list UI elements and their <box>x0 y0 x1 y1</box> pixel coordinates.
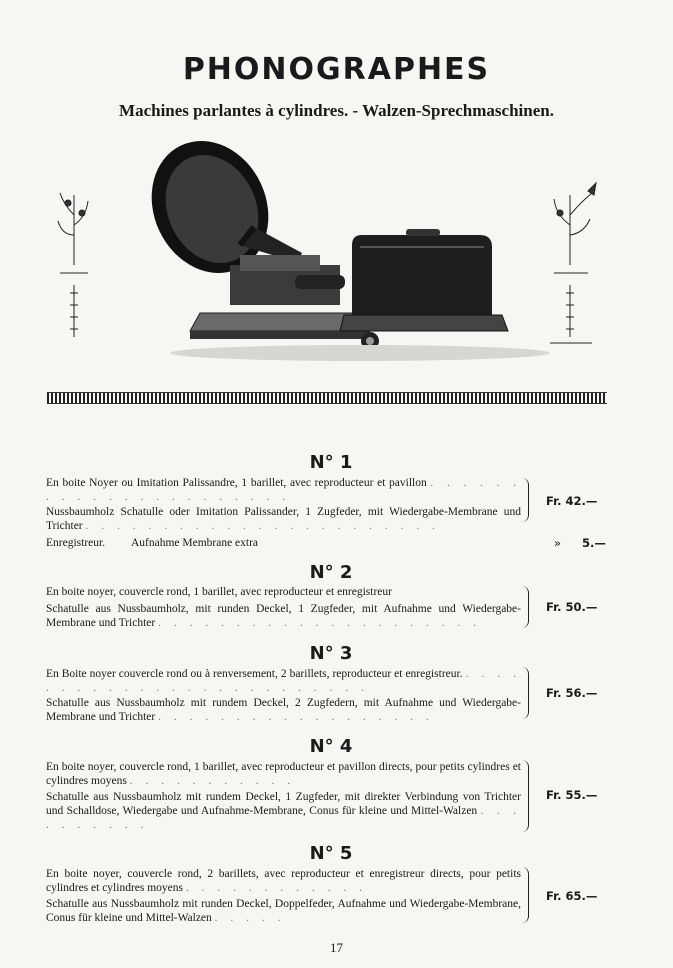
item-price: Fr. 55.— <box>546 788 598 802</box>
item-description-french: En boite noyer, couvercle rond, 2 barillets, avec reproducteur et enregistreur directs, pour petits cylindres et cylindres moyens . . . . . . . . . . . . <box>46 868 521 894</box>
item-number: N° 1 <box>309 452 353 473</box>
item-price: Fr. 56.— <box>546 686 598 700</box>
item-price: Fr. 42.— <box>546 494 598 508</box>
item-brace <box>522 667 529 719</box>
page-number: 17 <box>330 940 343 955</box>
item-price: Fr. 50.— <box>546 600 598 614</box>
item-description-german: Schatulle aus Nussbaumholz mit runden Deckel, Doppelfeder, Aufnahme und Wiedergabe-Membrane, Conus für kleine und Mittel-Walzen . . . . . <box>46 898 521 924</box>
item-brace <box>522 586 529 628</box>
item-description-german: Nussbaumholz Schatulle oder Imitation Palissander, 1 Zugfeder, mit Wiedergabe-Membrane und Trichter . . . . . . . . . . . . . . . . . . . . . . . <box>46 506 521 532</box>
right-flower-icon <box>550 183 596 343</box>
item-number: N° 5 <box>309 843 353 864</box>
item-description-german: Schatulle aus Nussbaumholz, mit runden Deckel, 1 Zugfeder, mit Aufnahme und Wiedergabe-Membrane und Trichter . . . . . . . . . . . . . . . . . . . . . <box>46 603 521 629</box>
decorative-border <box>47 392 607 404</box>
page-title: PHONOGRAPHES <box>182 52 491 87</box>
item-brace <box>522 867 529 923</box>
item-description-french: En Boite noyer couvercle rond ou à renversement, 2 barillets, reproducteur et enregistreur. . . . . . . . . . . . . . . . . . . . . . . . . . <box>46 668 522 694</box>
item-extra-mark: » <box>554 536 562 550</box>
item-description-german: Schatulle aus Nussbaumholz mit rundem Deckel, 1 Zugfeder, mit direkter Verbindung von Trichter und Schalldose, Wiedergabe und Aufnahme-Membrane, Conus für kleine und Mittel-Walzen . . . . . . . . . . <box>46 791 522 831</box>
item-description-french: En boite noyer, couvercle rond, 1 barillet, avec reproducteur et enregistreur <box>46 586 392 598</box>
phonograph-illustration <box>40 135 640 365</box>
item-extra-price: 5.— <box>582 536 606 550</box>
item-number: N° 2 <box>309 562 353 583</box>
page-subtitle: Machines parlantes à cylindres. - Walzen-Sprechmaschinen. <box>119 101 554 120</box>
item-price: Fr. 65.— <box>546 889 598 903</box>
item-number: N° 4 <box>309 736 353 757</box>
case-cover-icon <box>340 229 508 331</box>
item-description-german: Schatulle aus Nussbaumholz mit rundem Deckel, 2 Zugfedern, mit Aufnahme und Wiedergabe-Membrane und Trichter . . . . . . . . . . . . . . . . . . <box>46 697 521 723</box>
item-description-french: En boite Noyer ou Imitation Palissandre, 1 barillet, avec reproducteur et pavillon . . . . . . . . . . . . . . . . . . . . . . <box>46 477 522 503</box>
item-brace <box>522 760 529 832</box>
item-description-french: En boite noyer, couvercle rond, 1 barillet, avec reproducteur et pavillon directs, pour petits cylindres et cylindres moyens . . . . . . . . . . . <box>46 761 521 787</box>
item-brace <box>522 478 529 522</box>
item-number: N° 3 <box>309 643 353 664</box>
left-flower-icon <box>58 193 88 337</box>
item-extra: Enregistreur. Aufnahme Membrane extra <box>46 537 259 549</box>
